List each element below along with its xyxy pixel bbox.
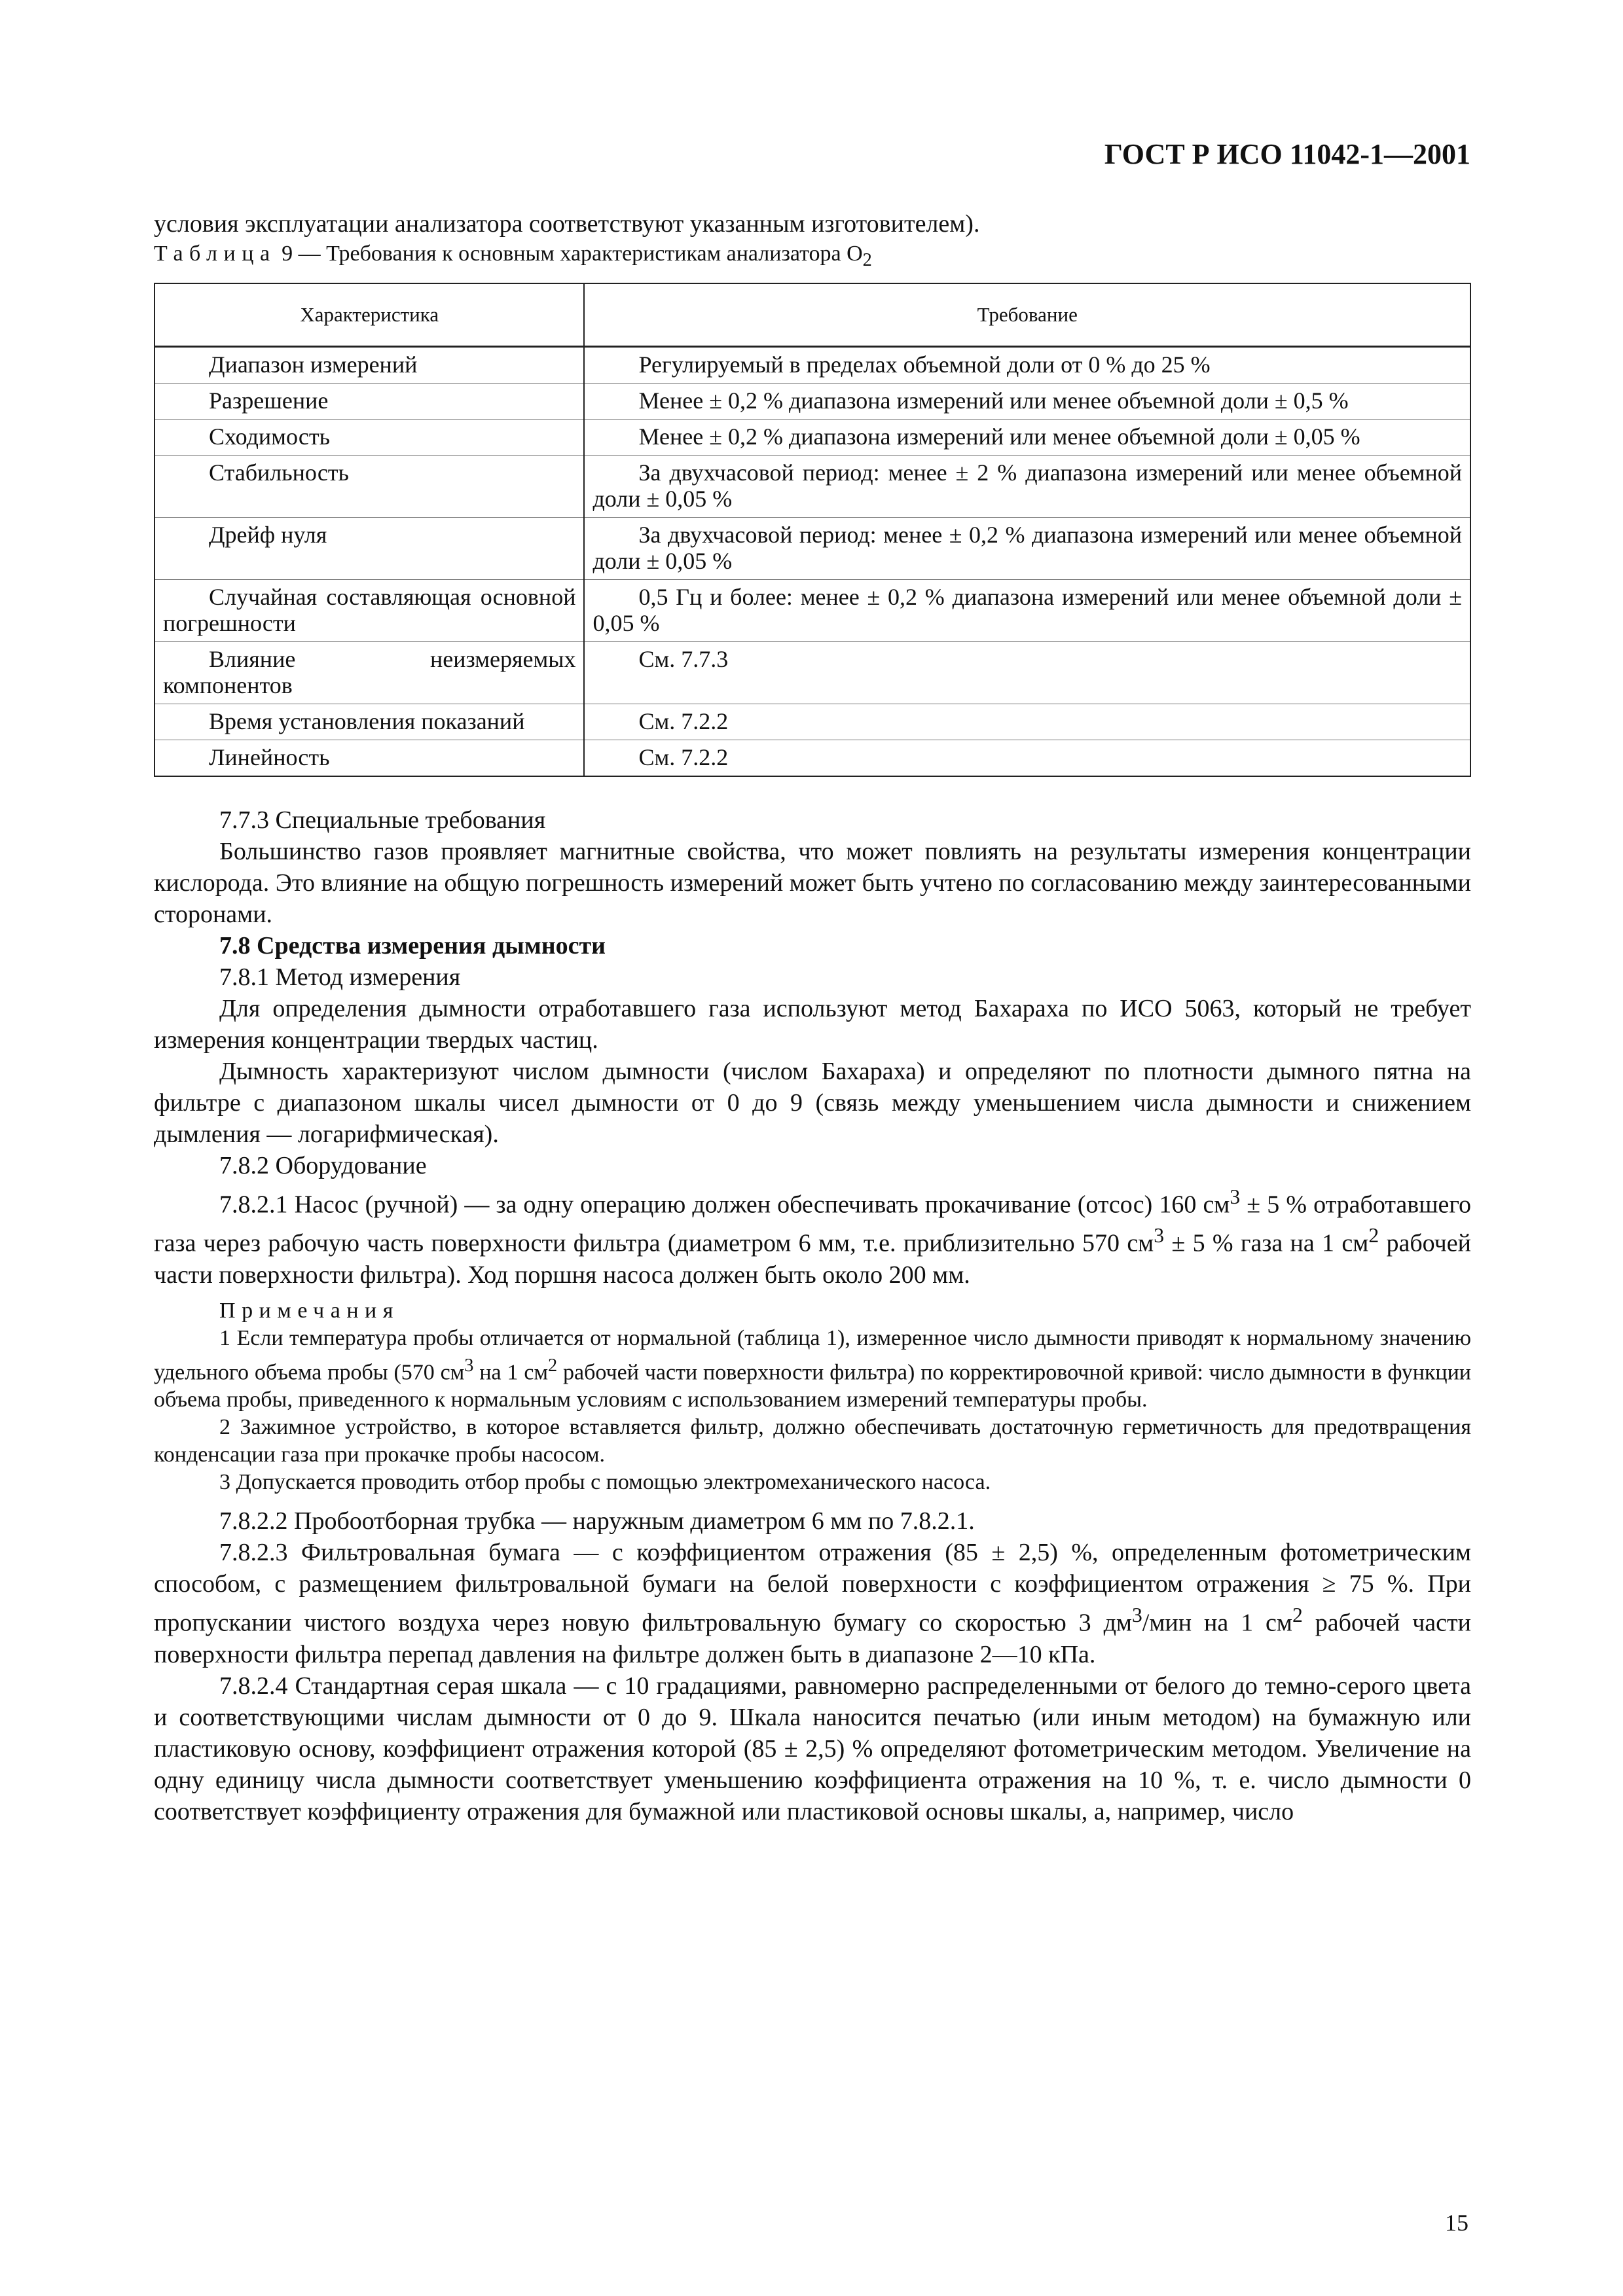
note-1: 1 Если температура пробы отличается от нормальной (таблица 1), измеренное число дымности приводят к нормальному значению удельного объема пробы (570 $см^3$ на 1 $см^2$ рабочей части поверхности фильтра) по корректировочной кривой: число дымности в функции объема пробы, приведенного к нормальным условиям с использованием измерений температуры пробы. <box>154 1326 1471 1412</box>
section-7-8-2-title: 7.8.2 Оборудование <box>219 1151 427 1179</box>
table-cell-characteristic: Время установления показаний <box>155 704 584 740</box>
note-3: 3 Допускается проводить отбор пробы с помощью электромеханического насоса. <box>219 1470 991 1495</box>
table-cell-requirement: См. 7.2.2 <box>584 704 1470 740</box>
table-cell-requirement: См. 7.7.3 <box>584 641 1470 704</box>
table-row <box>155 704 1470 740</box>
notes-title: Примечания <box>219 1299 399 1323</box>
table-caption <box>154 241 1471 274</box>
table-cell-characteristic: Линейность <box>155 740 584 776</box>
table-row <box>155 455 1470 517</box>
table-cell-characteristic: Дрейф нуля <box>155 517 584 579</box>
table-caption-text: 9 — Требования к основным характеристикам анализатора O <box>276 242 863 266</box>
table-caption-subscript: 2 <box>862 249 872 270</box>
table-cell-requirement: 0,5 Гц и более: менее ± 0,2 % диапазона измерений или менее объемной доли ± 0,05 % <box>584 579 1470 641</box>
table-row <box>155 740 1470 776</box>
section-7-7-3-text: Большинство газов проявляет магнитные свойства, что может повлиять на результаты измерения концентрации кислорода. Это влияние на общую погрешность измерений может быть учтено по согласованию между заинтересованными сторонами. <box>154 837 1471 928</box>
notes-block <box>154 1297 1471 1496</box>
table-caption-label: Таблица <box>154 242 276 266</box>
section-7-8-heading: 7.8 Средства измерения дымности <box>219 931 606 960</box>
table-row <box>155 517 1470 579</box>
table-row <box>155 383 1470 419</box>
table-cell-requirement: Регулируемый в пределах объемной доли от 0 % до 25 % <box>584 346 1470 383</box>
section-7-7-3-title: 7.7.3 Специальные требования <box>219 806 546 834</box>
table-cell-characteristic: Влияние неизмеряемых компонентов <box>155 641 584 704</box>
document-id-header: ГОСТ Р ИСО 11042-1—2001 <box>1104 138 1470 170</box>
section-7-8-1-title: 7.8.1 Метод измерения <box>219 963 461 991</box>
table-cell-characteristic: Диапазон измерений <box>155 346 584 383</box>
table-cell-requirement: За двухчасовой период: менее ± 2 % диапазона измерений или менее объемной доли ± 0,05 % <box>584 455 1470 517</box>
section-7-8-2-3-text: 7.8.2.3 Фильтровальная бумага — с коэффициентом отражения (85 ± 2,5) %, определенным фотометрическим способом, с размещением фильтровальной бумаги на белой поверхности с коэффициентом отражения ≥ 75 %. При пропускании чистого воздуха через новую фильтровальную бумагу со скоростью 3 $дм^3$/мин на 1 $см^2$ рабочей части поверхности фильтра перепад давления на фильтре должен быть в диапазоне 2—10 кПа. <box>154 1539 1471 1669</box>
table-cell-characteristic: Случайная составляющая основной погрешности <box>155 579 584 641</box>
table-header-row <box>155 283 1470 347</box>
note-2: 2 Зажимное устройство, в которое вставляется фильтр, должно обеспечивать достаточную герметичность для предотвращения конденсации газа при прокачке пробы насосом. <box>154 1415 1471 1467</box>
requirements-table <box>154 283 1471 777</box>
column-header-characteristic: Характеристика <box>155 283 584 347</box>
table-cell-characteristic: Разрешение <box>155 383 584 419</box>
table-row <box>155 641 1470 704</box>
page-content <box>154 208 1471 1827</box>
section-7-8-1-paragraph: Для определения дымности отработавшего газа используют метод Бахараха по ИСО 5063, который не требует измерения концентрации твердых частиц. <box>154 994 1471 1054</box>
table-row <box>155 419 1470 455</box>
column-header-requirement: Требование <box>584 283 1470 347</box>
table-cell-requirement: См. 7.2.2 <box>584 740 1470 776</box>
intro-line: условия эксплуатации анализатора соответствуют указанным изготовителем). <box>154 210 980 238</box>
section-7-8-2-1-text: 7.8.2.1 Насос (ручной) — за одну операцию должен обеспечивать прокачивание (отсос) 160 $см^3 \pm 5$ % отработавшего газа через рабочую часть поверхности фильтра (диаметром 6 мм, т.е. приблизительно 570 $см^3 \pm 5$ % газа на 1 $см^2$ рабочей части поверхности фильтра). Ход поршня насоса должен быть около 200 мм. <box>154 1185 1471 1289</box>
table-row <box>155 346 1470 383</box>
page-number: 15 <box>1445 2210 1468 2236</box>
table-cell-characteristic: Сходимость <box>155 419 584 455</box>
table-cell-requirement: Менее ± 0,2 % диапазона измерений или менее объемной доли ± 0,5 % <box>584 383 1470 419</box>
table-cell-requirement: За двухчасовой период: менее ± 0,2 % диапазона измерений или менее объемной доли ± 0,05 % <box>584 517 1470 579</box>
section-7-8-2-2-text: 7.8.2.2 Пробоотборная трубка — наружным диаметром 6 мм по 7.8.2.1. <box>219 1507 975 1535</box>
table-cell-requirement: Менее ± 0,2 % диапазона измерений или менее объемной доли ± 0,05 % <box>584 419 1470 455</box>
section-7-8-2-4-text: 7.8.2.4 Стандартная серая шкала — с 10 градациями, равномерно распределенными от белого до темно-серого цвета и соответствующими числам дымности от 0 до 9. Шкала наносится печатью (или иным методом) на бумажную или пластиковую основу, коэффициент отражения которой (85 ± 2,5) % определяют фотометрическим методом. Увеличение на одну единицу числа дымности соответствует уменьшению коэффициента отражения на 10 %, т. е. число дымности 0 соответствует коэффициенту отражения для бумажной или пластиковой основы шкалы, а, например, число <box>154 1672 1471 1826</box>
table-cell-characteristic: Стабильность <box>155 455 584 517</box>
section-7-8-1-paragraph: Дымность характеризуют числом дымности (числом Бахараха) и определяют по плотности дымного пятна на фильтре с диапазоном шкалы чисел дымности от 0 до 9 (связь между уменьшением числа дымности и снижением дымления — логарифмическая). <box>154 1057 1471 1148</box>
table-row <box>155 579 1470 641</box>
